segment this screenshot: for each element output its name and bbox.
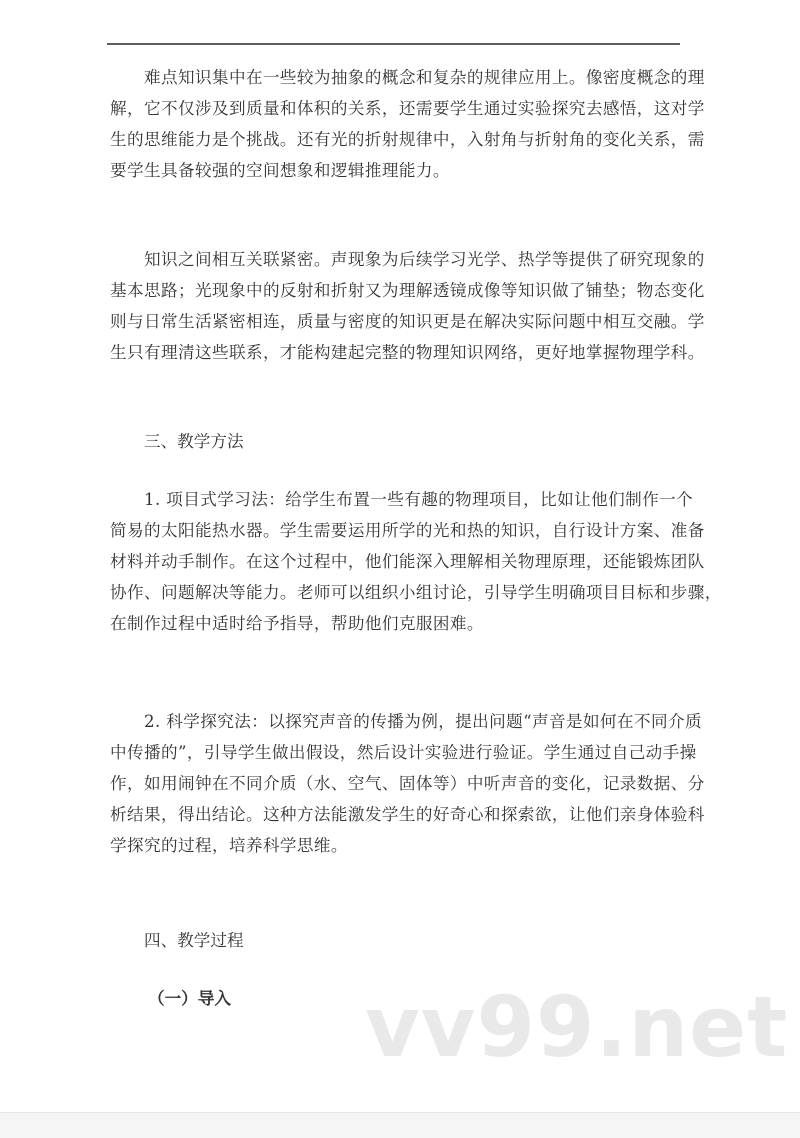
text-line: 生的思维能力是个挑战。还有光的折射规律中，入射角与折射角的变化关系，需 <box>110 130 705 149</box>
paragraph-scientific-inquiry <box>110 706 705 861</box>
paragraph-connections <box>110 244 705 368</box>
text-line: 简易的太阳能热水器。学生需要运用所学的光和热的知识，自行设计方案、准备 <box>110 521 705 540</box>
text-line: 在制作过程中适时给予指导，帮助他们克服困难。 <box>110 614 484 633</box>
text-line: 学探究的过程，培养科学思维。 <box>110 836 348 855</box>
text-line: 解，它不仅涉及到质量和体积的关系，还需要学生通过实验探究去感悟，这对学 <box>110 99 705 118</box>
text-line: 难点知识集中在一些较为抽象的概念和复杂的规律应用上。像密度概念的理 <box>110 68 705 87</box>
page-bottom-strip <box>0 1112 800 1138</box>
text-line: 1. 项目式学习法：给学生布置一些有趣的物理项目，比如让他们制作一个 <box>110 490 694 509</box>
section-heading-teaching-methods: 三、教学方法 <box>144 432 244 451</box>
paragraph-difficulties <box>110 62 705 186</box>
text-line: 协作、问题解决等能力。老师可以组织小组讨论，引导学生明确项目目标和步骤， <box>110 583 722 602</box>
text-line: 生只有理清这些联系，才能构建起完整的物理知识网络，更好地掌握物理学科。 <box>110 343 705 362</box>
site-watermark: vv99.net <box>365 978 789 1076</box>
text-line: 作，如用闹钟在不同介质（水、空气、固体等）中听声音的变化，记录数据、分 <box>110 774 705 793</box>
text-line: 材料并动手制作。在这个过程中，他们能深入理解相关物理原理，还能锻炼团队 <box>110 552 705 571</box>
text-line: 中传播的”，引导学生做出假设，然后设计实验进行验证。学生通过自己动手操 <box>110 743 697 762</box>
text-line: 则与日常生活紧密相连，质量与密度的知识更是在解决实际问题中相互交融。学 <box>110 312 705 331</box>
text-line: 基本思路；光现象中的反射和折射又为理解透镜成像等知识做了铺垫；物态变化 <box>110 281 705 300</box>
paragraph-project-learning <box>110 484 722 639</box>
text-line: 知识之间相互关联紧密。声现象为后续学习光学、热学等提供了研究现象的 <box>110 250 705 269</box>
text-line: 要学生具备较强的空间想象和逻辑推理能力。 <box>110 161 450 180</box>
text-line: 2. 科学探究法：以探究声音的传播为例，提出问题“声音是如何在不同介质 <box>110 712 702 731</box>
subheading-introduction: （一）导入 <box>148 988 231 1008</box>
header-rule <box>107 43 680 45</box>
text-line: 析结果，得出结论。这种方法能激发学生的好奇心和探索欲，让他们亲身体验科 <box>110 805 705 824</box>
section-heading-teaching-process: 四、教学过程 <box>144 931 244 950</box>
